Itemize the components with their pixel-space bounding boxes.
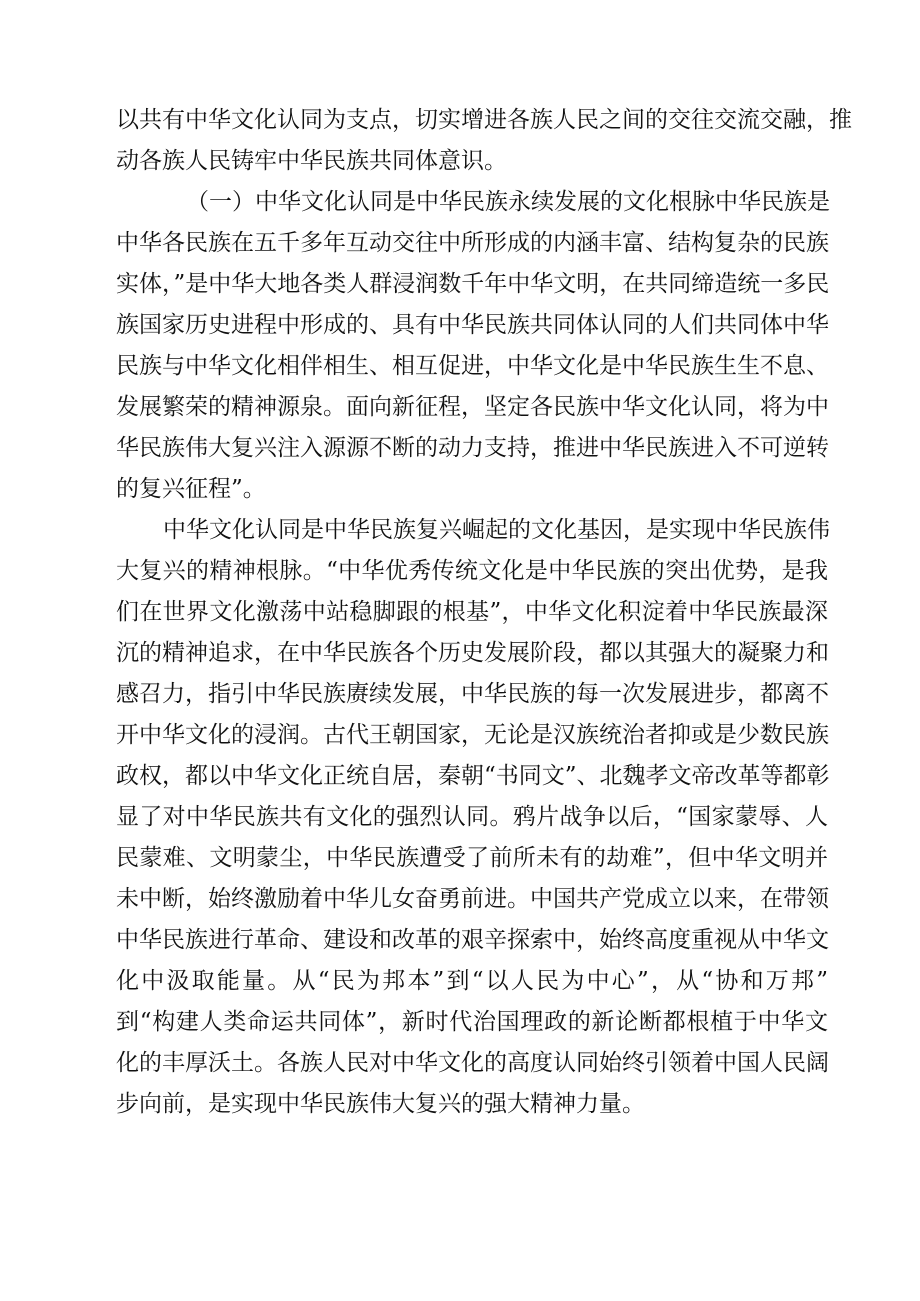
text-line: 华民族伟大复兴注入源源不断的动力支持，推进中华民族进入不可逆转 [116, 435, 829, 461]
text-line: 显了对中华民族共有文化的强烈认同。鸦片战争以后，“国家蒙辱、人 [116, 804, 828, 830]
text-line: 中华文化认同是中华民族复兴崛起的文化基因，是实现中华民族伟 [163, 517, 830, 543]
text-line: 大复兴的精神根脉。“中华优秀传统文化是中华民族的突出优势，是我 [116, 558, 828, 584]
text-line: 感召力，指引中华民族赓续发展，中华民族的每一次发展进步，都离不 [116, 681, 829, 707]
body-text [116, 100, 852, 1125]
text-line: 中华民族进行革命、建设和改革的艰辛探索中，始终高度重视从中华文 [116, 927, 829, 953]
text-line: 发展繁荣的精神源泉。面向新征程，坚定各民族中华文化认同，将为中 [116, 394, 829, 420]
text-line: 中华各民族在五千多年互动交往中所形成的内涵丰富、结构复杂的民族 [116, 230, 829, 256]
text-line: 民族与中华文化相伴相生、相互促进，中华文化是中华民族生生不息、 [116, 353, 829, 379]
text-line: 实体，”是中华大地各类人群浸润数千年中华文明，在共同缔造统一多民 [116, 271, 830, 297]
paragraph-1 [116, 100, 852, 182]
text-line: 沉的精神追求，在中华民族各个历史发展阶段，都以其强大的凝聚力和 [116, 640, 829, 666]
text-line: 化中汲取能量。从“民为邦本”到“以人民为中心”，从“协和万邦” [116, 968, 828, 994]
text-line: 到“构建人类命运共同体”，新时代治国理政的新论断都根植于中华文 [116, 1009, 828, 1035]
text-line: 民蒙难、文明蒙尘，中华民族遭受了前所未有的劫难”，但中华文明并 [116, 845, 828, 871]
text-line: 以共有中华文化认同为支点，切实增进各族人民之间的交往交流交融，推 [116, 107, 852, 133]
text-line: 化的丰厚沃土。各族人民对中华文化的高度认同始终引领着中国人民阔 [116, 1050, 829, 1076]
text-line: 们在世界文化激荡中站稳脚跟的根基”，中华文化积淀着中华民族最深 [116, 599, 828, 625]
paragraph-2 [116, 182, 828, 510]
text-line: 族国家历史进程中形成的、具有中华民族共同体认同的人们共同体中华 [116, 312, 829, 338]
paragraph-3 [116, 510, 828, 1125]
text-line: 开中华文化的浸润。古代王朝国家，无论是汉族统治者抑或是少数民族 [116, 722, 829, 748]
text-line: 未中断，始终激励着中华儿女奋勇前进。中国共产党成立以来，在带领 [116, 886, 829, 912]
text-line: （一）中华文化认同是中华民族永续发展的文化根脉中华民族是 [186, 189, 830, 215]
text-line: 政权，都以中华文化正统自居，秦朝“书同文”、北魏孝文帝改革等都彰 [116, 763, 830, 789]
text-line: 的复兴征程”。 [116, 476, 266, 502]
text-line: 动各族人民铸牢中华民族共同体意识。 [116, 148, 507, 174]
text-line: 步向前，是实现中华民族伟大复兴的强大精神力量。 [116, 1091, 645, 1117]
